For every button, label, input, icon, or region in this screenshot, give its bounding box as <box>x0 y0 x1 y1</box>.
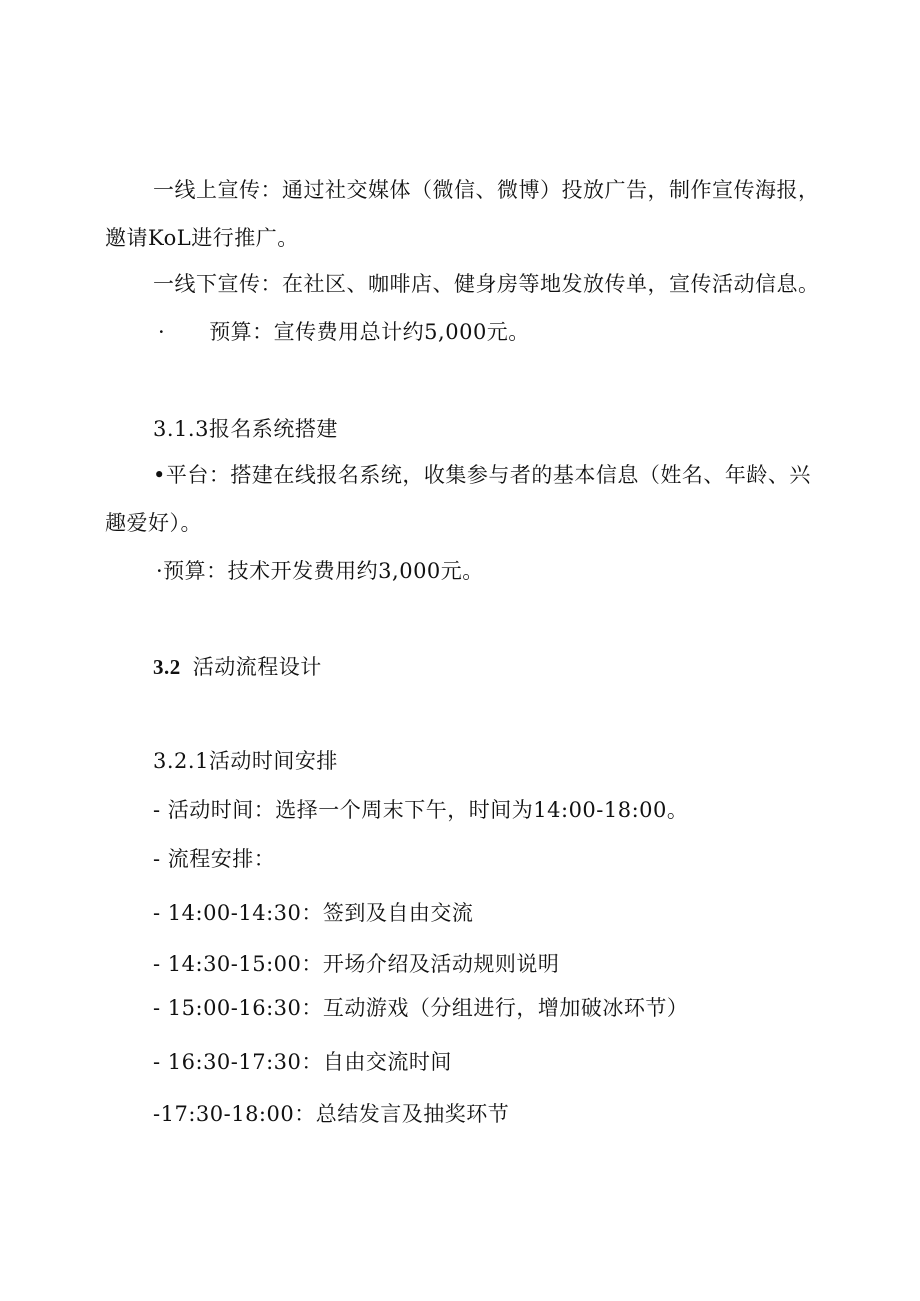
promo-budget-line <box>158 318 530 346</box>
registration-budget-line: ·预算：技术开发费用约3,000元。 <box>156 559 484 583</box>
section-number: 3.2 <box>153 655 181 679</box>
schedule-item: - 14:00-14:30：签到及自由交流 <box>153 901 474 925</box>
platform-line-2: 趣爱好）。 <box>105 511 202 535</box>
section-heading-3-2 <box>153 653 322 681</box>
online-promo-line-2: 邀请KoL进行推广。 <box>105 226 299 250</box>
platform-line-1: •平台：搭建在线报名系统，收集参与者的基本信息（姓名、年龄、兴 <box>153 463 811 487</box>
promo-budget-text: 预算：宣传费用总计约5,000元。 <box>209 320 530 344</box>
registration-heading: 3.1.3报名系统搭建 <box>153 417 338 441</box>
schedule-item: - 16:30-17:30：自由交流时间 <box>153 1050 452 1074</box>
section-title: 活动流程设计 <box>192 655 322 679</box>
schedule-heading: 3.2.1活动时间安排 <box>153 749 338 773</box>
activity-time-line: - 活动时间：选择一个周末下午，时间为14:00-18:00。 <box>153 798 689 822</box>
online-promo-line-1: 一线上宣传：通过社交媒体（微信、微博）投放广告，制作宣传海报， <box>153 178 820 202</box>
schedule-item: - 14:30-15:00：开场介绍及活动规则说明 <box>153 952 560 976</box>
schedule-item: -17:30-18:00：总结发言及抽奖环节 <box>153 1102 510 1126</box>
schedule-item: - 15:00-16:30：互动游戏（分组进行，增加破冰环节） <box>153 996 689 1020</box>
bullet: · <box>158 320 166 344</box>
offline-promo-line: 一线下宣传：在社区、咖啡店、健身房等地发放传单，宣传活动信息。 <box>153 272 820 296</box>
flow-label-line: - 流程安排： <box>153 847 276 871</box>
